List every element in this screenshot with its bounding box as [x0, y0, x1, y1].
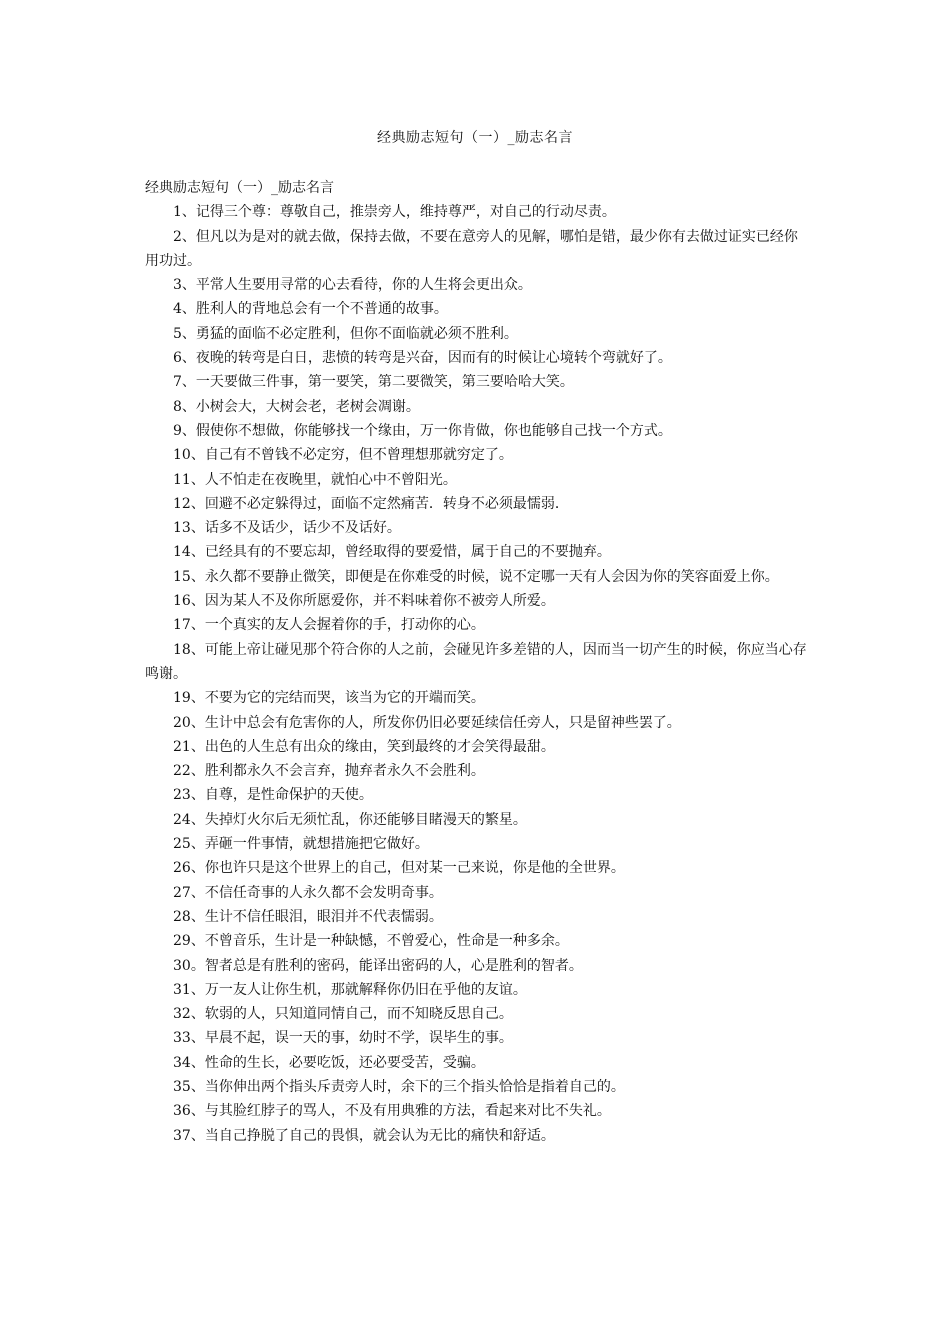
quote-item: 12、回避不必定躲得过，面临不定然痛苦．转身不必须最懦弱． [173, 495, 569, 512]
quote-item: 17、一个真实的友人会握着你的手，打动你的心。 [173, 617, 485, 634]
quote-item: 29、不曾音乐，生计是一种缺憾，不曾爱心，性命是一种多余。 [173, 933, 569, 950]
quote-item: 31、万一友人让你生机，那就解释你仍旧在乎他的友谊。 [173, 981, 527, 998]
quote-item: 7、一天要做三件事，第一要笑，第二要微笑，第三要哈哈大笑。 [173, 374, 574, 391]
quote-item: 24、失掉灯火尔后无须忙乱，你还能够目睹漫天的繁星。 [173, 811, 527, 828]
quote-item: 6、夜晚的转弯是白日，悲愤的转弯是兴奋，因而有的时候让心境转个弯就好了。 [173, 350, 672, 367]
document-body [145, 176, 810, 1148]
quote-item: 4、胜利人的背地总会有一个不普通的故事。 [173, 301, 448, 318]
quote-item: 20、生计中总会有危害你的人，所发你仍旧必要延续信任旁人，只是留神些罢了。 [173, 714, 681, 731]
quote-item: 16、因为某人不及你所愿爱你，并不料味着你不被旁人所爱。 [173, 593, 555, 610]
document-subtitle: 经典励志短句（一）_励志名言 [145, 180, 334, 196]
document-title: 经典励志短句（一）_励志名言 [377, 130, 573, 146]
quote-item: 30。智者总是有胜利的密码，能译出密码的人，心是胜利的智者。 [173, 957, 583, 974]
quote-item: 1、记得三个尊：尊敬自己，推崇旁人，维持尊严，对自己的行动尽责。 [173, 204, 616, 221]
quote-item: 27、不信任奇事的人永久都不会发明奇事。 [173, 884, 443, 901]
quote-item: 33、早晨不起，误一天的事，幼时不学，误毕生的事。 [173, 1030, 513, 1047]
quote-item: 35、当你伸出两个指头斥责旁人时，余下的三个指头恰恰是指着自己的。 [173, 1078, 625, 1095]
quote-item: 19、不要为它的完结而哭，该当为它的开端而笑。 [173, 690, 485, 707]
quote-item: 18、可能上帝让碰见那个符合你的人之前，会碰见许多差错的人，因而当一切产生的时候，你应当心存鸣谢。 [145, 641, 807, 682]
quote-item: 32、软弱的人，只知道同情自己，而不知晓反思自己。 [173, 1006, 513, 1023]
quote-item: 28、生计不信任眼泪，眼泪并不代表懦弱。 [173, 908, 443, 925]
quote-item: 10、自己有不曾钱不必定穷，但不曾理想那就穷定了。 [173, 447, 513, 464]
quote-item: 25、弄砸一件事情，就想措施把它做好。 [173, 836, 429, 853]
quote-item: 9、假使你不想做，你能够找一个缘由，万一你肯做，你也能够自己找一个方式。 [173, 422, 672, 439]
quote-item: 36、与其脸红脖子的骂人，不及有用典雅的方法，看起来对比不失礼。 [173, 1103, 611, 1120]
quote-item: 14、已经具有的不要忘却，曾经取得的要爱惜，属于自己的不要抛弃。 [173, 544, 611, 561]
quote-item: 23、自尊，是性命保护的天使。 [173, 787, 373, 804]
quote-item: 8、小树会大，大树会老，老树会凋谢。 [173, 398, 420, 415]
quote-item: 11、人不怕走在夜晚里，就怕心中不曾阳光。 [173, 471, 457, 488]
quote-item: 21、出色的人生总有出众的缘由，笑到最终的才会笑得最甜。 [173, 738, 555, 755]
quote-list [145, 200, 810, 1148]
quote-item: 15、永久都不要静止微笑，即便是在你难受的时候，说不定哪一天有人会因为你的笑容面爱上你。 [173, 568, 779, 585]
quote-item: 5、勇猛的面临不必定胜利，但你不面临就必须不胜利。 [173, 325, 518, 342]
quote-item: 37、当自己挣脱了自己的畏惧，就会认为无比的痛快和舒适。 [173, 1127, 555, 1144]
quote-item: 13、话多不及话少，话少不及话好。 [173, 520, 401, 537]
quote-item: 34、性命的生长，必要吃饭，还必要受苦，受骗。 [173, 1054, 485, 1071]
quote-item: 22、胜利都永久不会言弃，抛弃者永久不会胜利。 [173, 763, 485, 780]
quote-item: 3、平常人生要用寻常的心去看待，你的人生将会更出众。 [173, 277, 532, 294]
quote-item: 2、但凡以为是对的就去做，保持去做，不要在意旁人的见解，哪怕是错，最少你有去做过证实已经你用功过。 [145, 228, 798, 269]
quote-item: 26、你也许只是这个世界上的自己，但对某一己来说，你是他的全世界。 [173, 860, 625, 877]
